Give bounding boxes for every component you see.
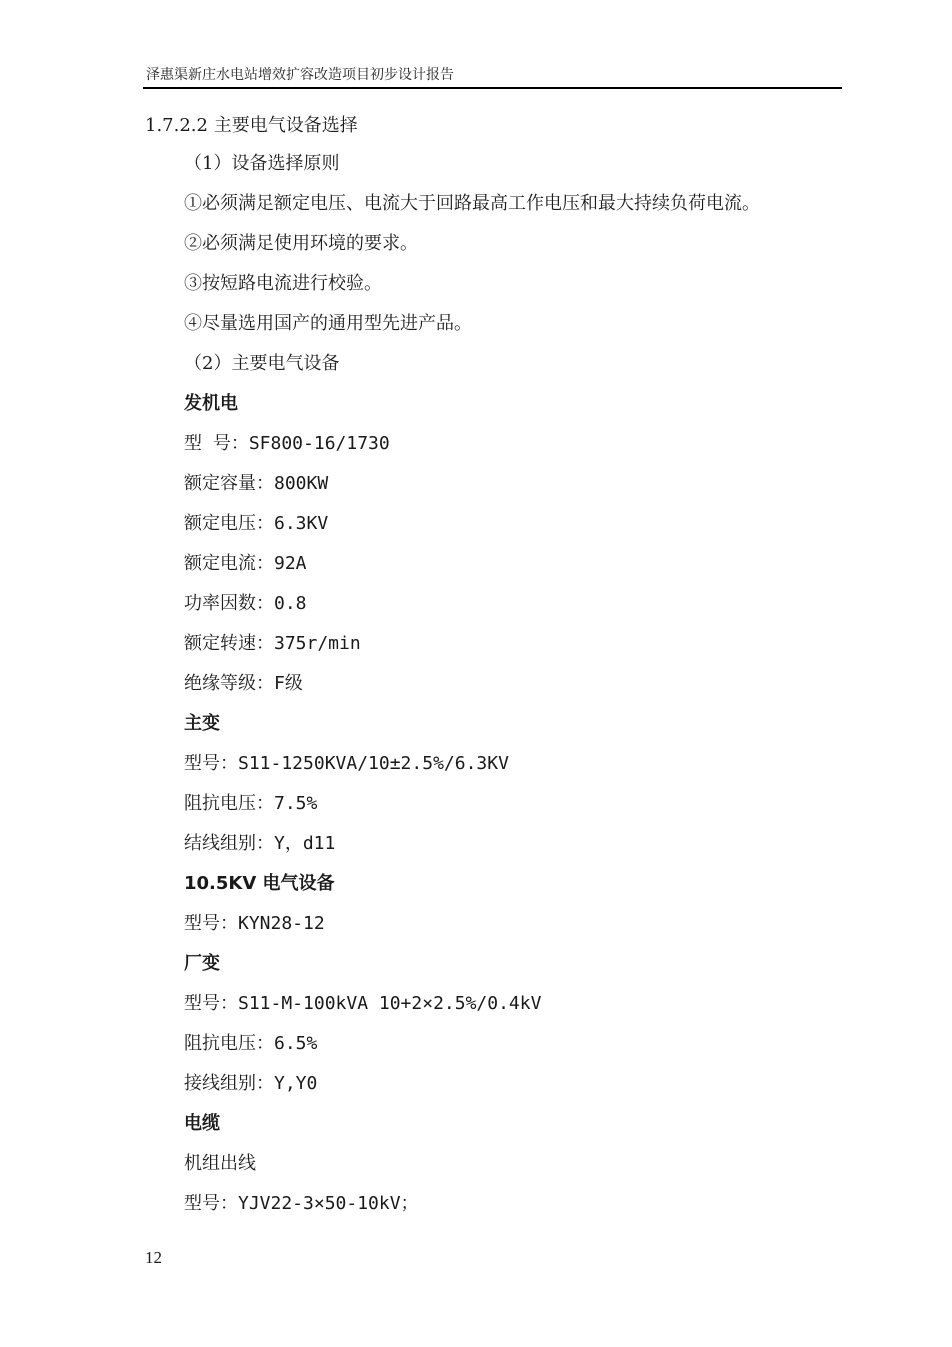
generator-speed: 额定转速：375r/min [184, 633, 361, 654]
station-transformer-model: 型号：S11-M-100kVA 10+2×2.5%/0.4kV [184, 993, 542, 1014]
station-transformer-connection: 接线组别：Y,Y0 [184, 1073, 318, 1094]
main-transformer-model: 型号：S11-1250KVA/10±2.5%/6.3KV [184, 753, 509, 774]
generator-power-factor: 功率因数：0.8 [184, 593, 307, 614]
header-rule [143, 87, 842, 89]
main-transformer-connection: 结线组别：Y，d11 [184, 833, 336, 854]
section-heading: 1.7.2.2 主要电气设备选择 [145, 115, 358, 136]
principle-item: ③按短路电流进行校验。 [184, 273, 382, 294]
station-transformer-impedance: 阻抗电压：6.5% [184, 1033, 318, 1054]
cable-subtitle: 机组出线 [184, 1153, 256, 1174]
generator-voltage: 额定电压：6.3KV [184, 513, 329, 534]
principle-item: ②必须满足使用环境的要求。 [184, 233, 418, 254]
generator-current: 额定电流：92A [184, 553, 307, 574]
main-transformer-impedance: 阻抗电压：7.5% [184, 793, 318, 814]
main-transformer-title: 主变 [184, 713, 220, 734]
generator-model: 型 号：SF800-16/1730 [184, 433, 390, 454]
switchgear-model: 型号：KYN28-12 [184, 913, 325, 934]
principle-item: ①必须满足额定电压、电流大于回路最高工作电压和最大持续负荷电流。 [184, 193, 760, 214]
station-transformer-title: 厂变 [184, 953, 220, 974]
subsection-equipment: （2）主要电气设备 [184, 353, 340, 374]
generator-insulation: 绝缘等级：F级 [184, 673, 303, 694]
running-header: 泽惠渠新庄水电站增效扩容改造项目初步设计报告 [146, 67, 454, 83]
page-number: 12 [145, 1248, 162, 1267]
generator-capacity: 额定容量：800KW [184, 473, 329, 494]
cable-title: 电缆 [184, 1113, 220, 1134]
switchgear-title: 10.5KV 电气设备 [184, 873, 335, 894]
cable-model: 型号：YJV22-3×50-10kV； [184, 1193, 419, 1214]
principle-item: ④尽量选用国产的通用型先进产品。 [184, 313, 472, 334]
subsection-principles: （1）设备选择原则 [184, 153, 340, 174]
generator-title: 发机电 [184, 393, 238, 414]
